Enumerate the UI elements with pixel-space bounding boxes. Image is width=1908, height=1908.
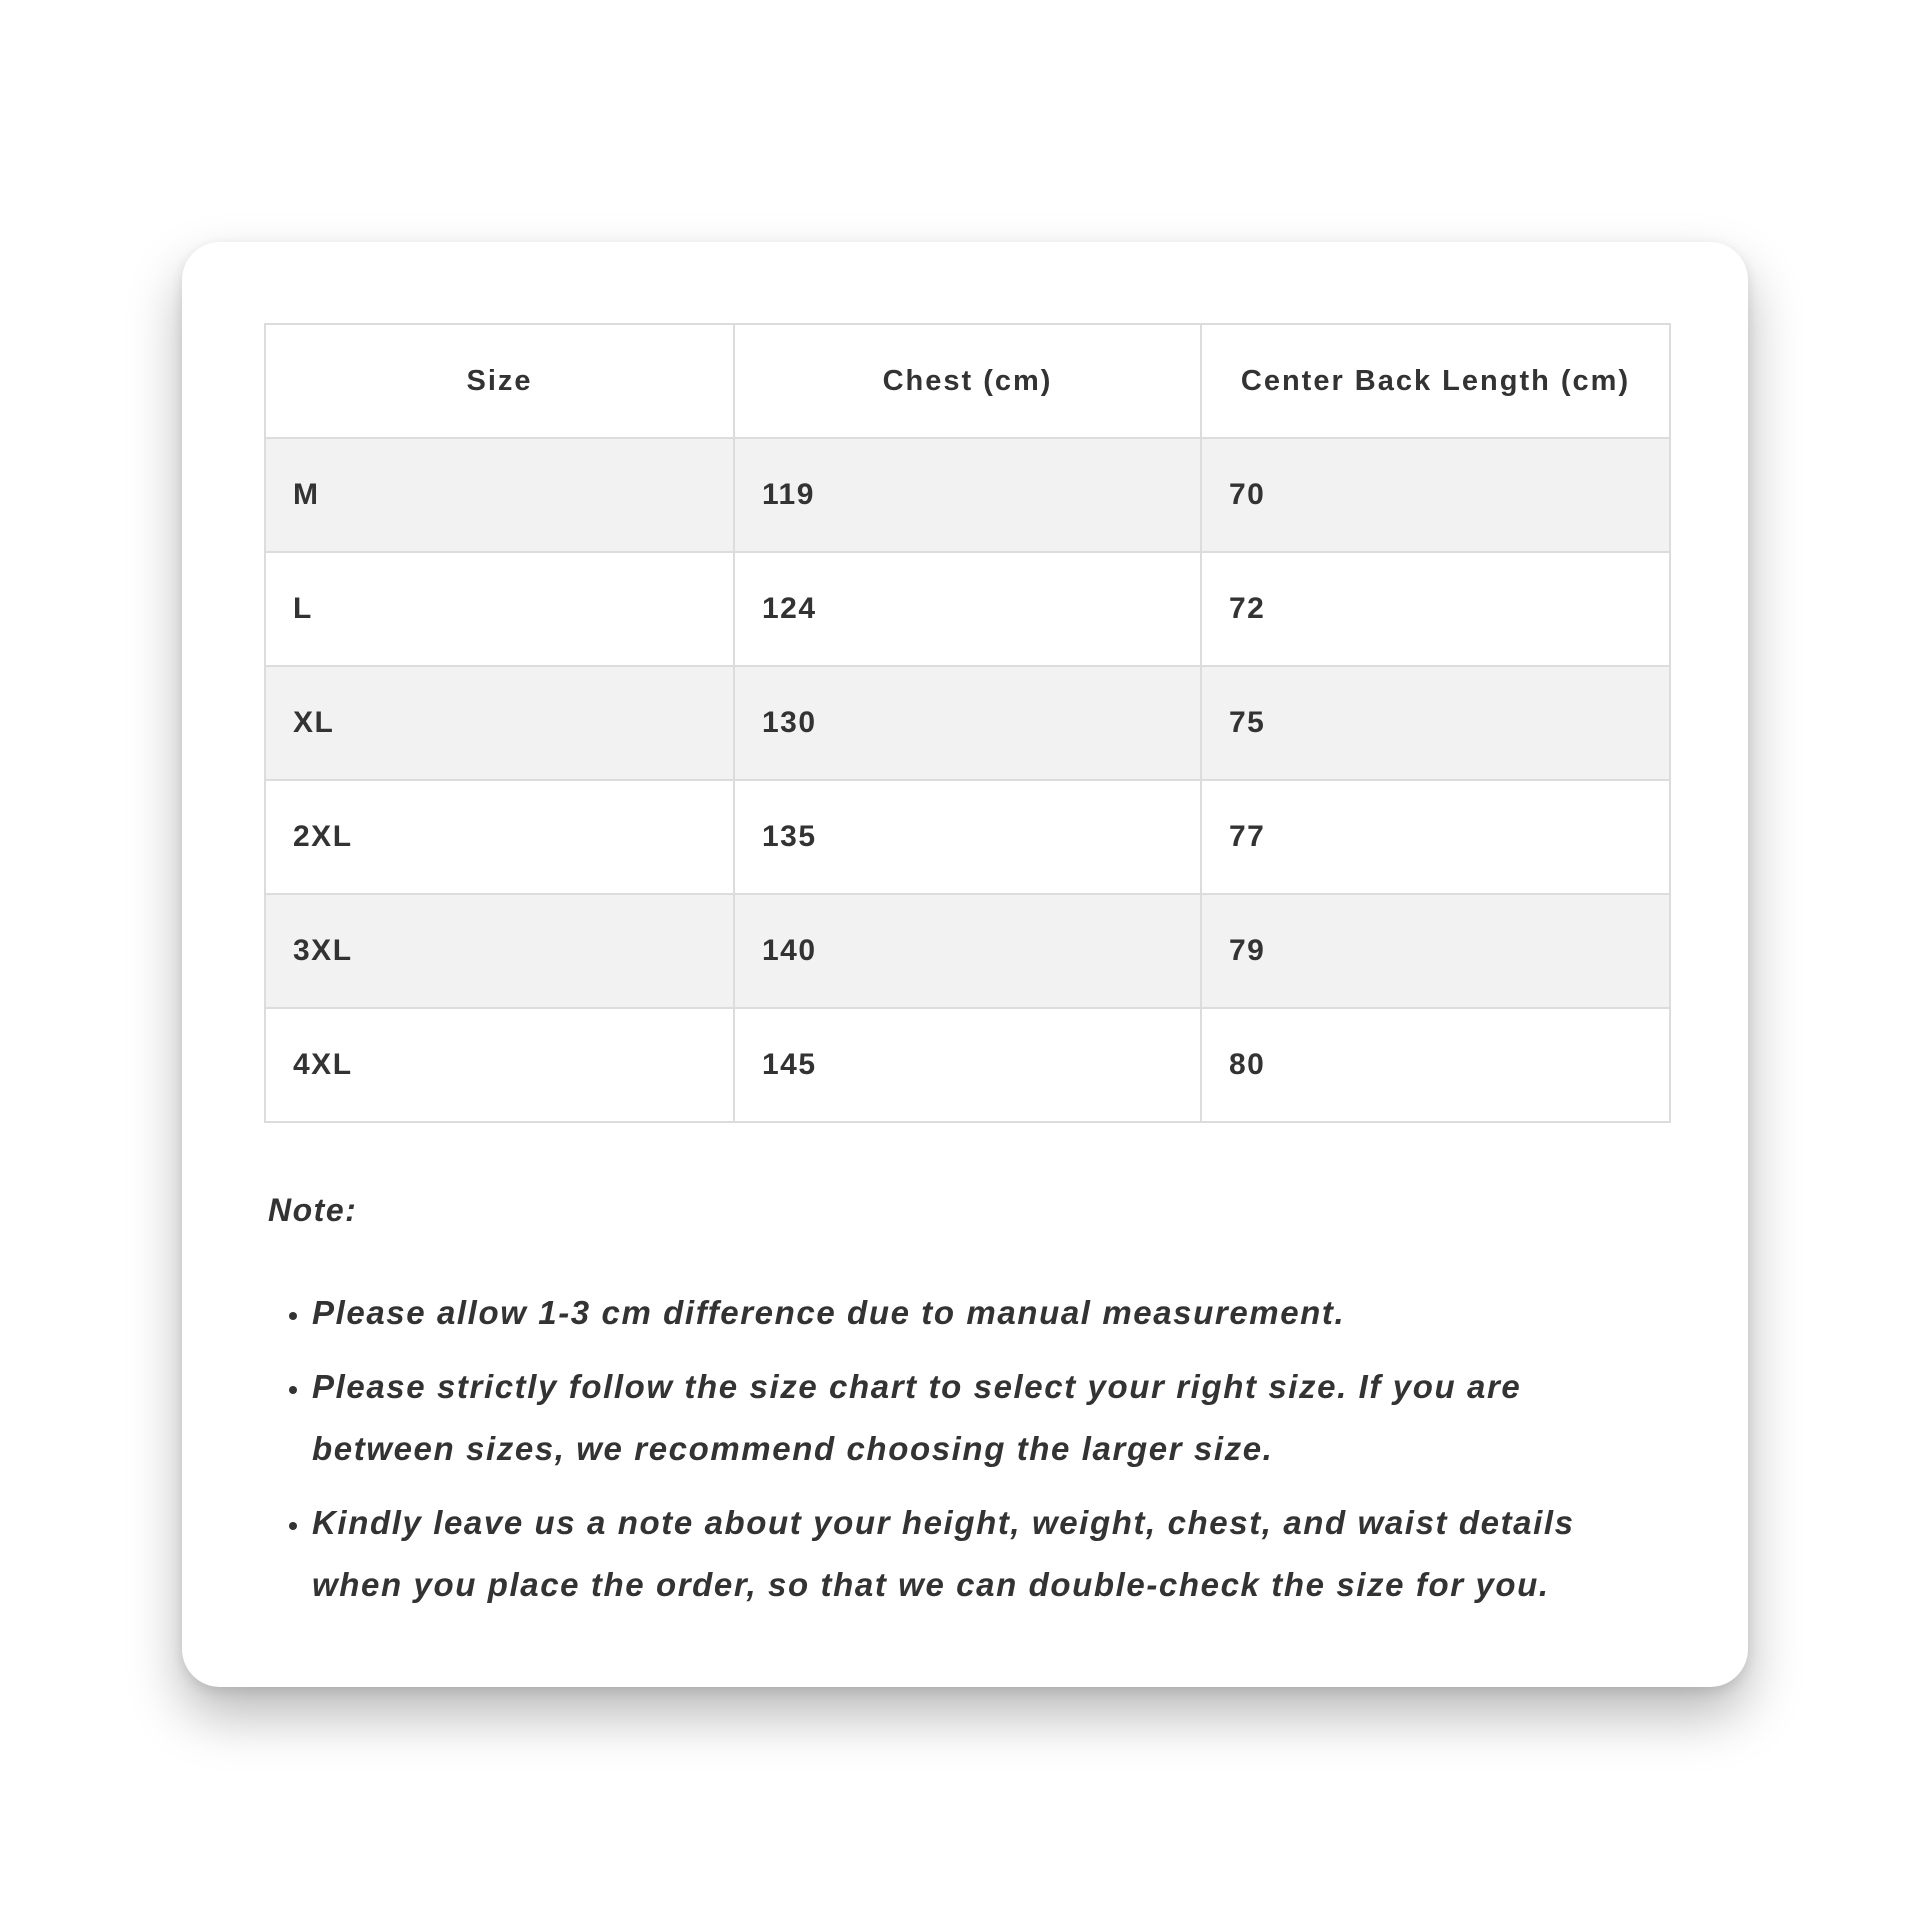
chest-cell: 140 [734, 894, 1201, 1008]
column-header-center-back-length: Center Back Length (cm) [1201, 324, 1670, 438]
chest-cell: 119 [734, 438, 1201, 552]
table-row [265, 780, 1670, 894]
size-cell: 2XL [265, 780, 734, 894]
length-cell: 70 [1201, 438, 1670, 552]
size-cell: 4XL [265, 1008, 734, 1122]
length-cell: 75 [1201, 666, 1670, 780]
table-row [265, 552, 1670, 666]
length-cell: 72 [1201, 552, 1670, 666]
size-chart-card [182, 242, 1748, 1687]
chest-cell: 124 [734, 552, 1201, 666]
note-item-leave-note: • Kindly leave us a note about your height, weight, chest, and waist details when you place the order, so that we can double-check the size for you. [312, 1492, 1668, 1616]
length-cell: 79 [1201, 894, 1670, 1008]
size-cell: 3XL [265, 894, 734, 1008]
note-list [268, 1282, 1668, 1628]
chest-cell: 135 [734, 780, 1201, 894]
chest-cell: 130 [734, 666, 1201, 780]
note-item-measurement: • Please allow 1-3 cm difference due to manual measurement. [312, 1282, 1668, 1344]
table-row [265, 438, 1670, 552]
note-heading: Note: [268, 1192, 358, 1228]
table-header-row [265, 324, 1670, 438]
size-cell: L [265, 552, 734, 666]
table-row [265, 894, 1670, 1008]
column-header-size: Size [265, 324, 734, 438]
table-row [265, 666, 1670, 780]
length-cell: 77 [1201, 780, 1670, 894]
size-cell: M [265, 438, 734, 552]
table-row [265, 1008, 1670, 1122]
length-cell: 80 [1201, 1008, 1670, 1122]
column-header-chest: Chest (cm) [734, 324, 1201, 438]
note-item-size-chart: • Please strictly follow the size chart to select your right size. If you are between sizes, we recommend choosing the larger size. [312, 1356, 1668, 1480]
size-table [264, 323, 1671, 1123]
chest-cell: 145 [734, 1008, 1201, 1122]
size-cell: XL [265, 666, 734, 780]
